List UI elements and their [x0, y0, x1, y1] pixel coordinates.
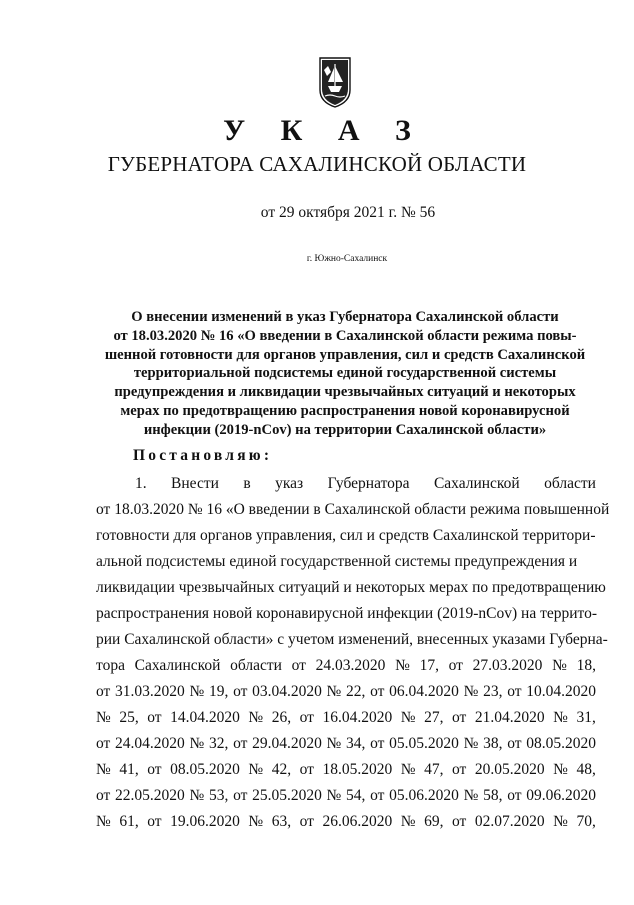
- body-word: 29.04.2020: [252, 735, 322, 752]
- body-line: [96, 575, 606, 601]
- body-word: 17,: [419, 657, 439, 674]
- body-word: от: [451, 761, 467, 778]
- body-line: [96, 731, 596, 757]
- body-word: №: [395, 657, 410, 674]
- body-word: Губернатора: [327, 475, 410, 492]
- body-word: 26.06.2020: [322, 813, 393, 830]
- body-word: 41,: [119, 761, 139, 778]
- body-word: 23,: [483, 683, 503, 700]
- body-word: 31.03.2020: [115, 683, 185, 700]
- body-word: 06.04.2020: [389, 683, 459, 700]
- body-word: №: [326, 735, 342, 752]
- body-word: от: [507, 787, 522, 804]
- date-line: от 29 октября 2021 г. № 56: [260, 204, 436, 221]
- body-line: [96, 653, 596, 679]
- body-word: 53,: [208, 787, 229, 804]
- body-word: 20.05.2020: [474, 761, 545, 778]
- sakhalin-coat-of-arms-icon: [319, 56, 351, 108]
- body-word: №: [400, 709, 416, 726]
- body-word: №: [552, 657, 567, 674]
- body-word: от 18.03.2020 № 16 «О введении в Сахалинской области режима повышенной: [96, 501, 610, 518]
- body-word: №: [248, 761, 264, 778]
- body-word: области: [230, 657, 282, 674]
- body-word: 10.04.2020: [526, 683, 596, 700]
- body-word: от: [96, 735, 111, 752]
- body-word: тора: [96, 657, 125, 674]
- body-word: 18.05.2020: [322, 761, 393, 778]
- body-word: 31,: [576, 709, 596, 726]
- body-word: ликвидации чрезвычайных ситуаций и некоторых мерах по предотвращению: [96, 579, 606, 596]
- body-line: [96, 783, 596, 809]
- body-word: №: [189, 735, 205, 752]
- body-word: 22,: [346, 683, 366, 700]
- body-word: 16.04.2020: [322, 709, 393, 726]
- document-subtitle: ГУБЕРНАТОРА САХАЛИНСКОЙ ОБЛАСТИ: [107, 152, 527, 176]
- body-word: 22.05.2020: [115, 787, 185, 804]
- body-word: от: [233, 787, 248, 804]
- heading-line: О внесении изменений в указ Губернатора Сахалинской области: [131, 309, 559, 325]
- body-word: 58,: [483, 787, 503, 804]
- body-word: Внести: [171, 475, 219, 492]
- body-word: 70,: [576, 813, 596, 830]
- body-word: от: [147, 813, 162, 830]
- body-word: 02.07.2020: [474, 813, 545, 830]
- body-word: от: [233, 735, 248, 752]
- body-word: от: [507, 683, 522, 700]
- body-line: [96, 809, 596, 835]
- heading-line: от 18.03.2020 № 16 «О введении в Сахалинской области режима повы-: [113, 327, 577, 344]
- body-word: Сахалинской: [134, 657, 221, 674]
- body-word: от: [451, 709, 467, 726]
- body-word: от: [451, 813, 467, 830]
- body-word: №: [96, 709, 111, 726]
- body-word: №: [326, 683, 342, 700]
- body-word: 08.05.2020: [526, 735, 596, 752]
- body-line: [96, 497, 610, 523]
- body-word: 38,: [483, 735, 503, 752]
- body-word: 08.05.2020: [170, 761, 240, 778]
- body-word: от: [96, 787, 111, 804]
- body-word: от: [507, 735, 522, 752]
- body-word: от: [370, 683, 385, 700]
- body-word: распространения новой коронавирусной инфекции (2019-nCov) на террито-: [96, 605, 598, 622]
- body-word: №: [400, 813, 416, 830]
- body-line: [96, 523, 596, 549]
- body-line: [96, 627, 608, 653]
- body-word: 54,: [346, 787, 366, 804]
- body-word: 09.06.2020: [526, 787, 596, 804]
- body-word: 21.04.2020: [474, 709, 545, 726]
- body-line: [96, 705, 596, 731]
- body-line: [96, 471, 596, 497]
- body-word: 24.04.2020: [115, 735, 185, 752]
- body-line: [96, 601, 596, 627]
- body-word: 61,: [119, 813, 139, 830]
- body-word: от: [147, 761, 162, 778]
- body-word: от: [448, 657, 463, 674]
- body-word: №: [463, 683, 479, 700]
- body-word: рии Сахалинской области» с учетом изменений, внесенных указами Губерна-: [96, 631, 608, 648]
- body-word: 14.04.2020: [170, 709, 240, 726]
- body-word: готовности для органов управления, сил и средств Сахалинской территори-: [96, 527, 596, 544]
- heading-line: мерах по предотвращению распространения новой коронавирусной: [120, 402, 570, 419]
- body-word: 05.05.2020: [389, 735, 459, 752]
- body-word: в: [243, 475, 251, 492]
- body-word: области: [544, 475, 596, 492]
- body-word: №: [189, 683, 205, 700]
- body-word: от: [291, 657, 306, 674]
- body-word: №: [553, 761, 568, 778]
- body-word: 32,: [208, 735, 229, 752]
- body-word: №: [189, 787, 205, 804]
- body-word: №: [463, 735, 479, 752]
- body-word: №: [96, 761, 111, 778]
- body-word: 1.: [135, 475, 147, 492]
- heading-line: предупреждения и ликвидации чрезвычайных ситуаций и некоторых: [114, 384, 576, 401]
- heading-line: инфекции (2019-nCov) на территории Сахалинской области»: [143, 421, 547, 438]
- body-word: 19,: [208, 683, 229, 700]
- decree-word: Постановляю:: [133, 447, 273, 464]
- body-word: 27,: [424, 709, 444, 726]
- body-word: 47,: [424, 761, 444, 778]
- body-word: №: [326, 787, 342, 804]
- body-word: от: [299, 813, 314, 830]
- body-word: от: [370, 787, 385, 804]
- body-word: 27.03.2020: [472, 657, 543, 674]
- body-word: указ: [275, 475, 304, 492]
- body-word: 69,: [424, 813, 444, 830]
- body-word: от: [299, 761, 314, 778]
- body-line: [96, 549, 596, 575]
- body-word: 34,: [346, 735, 366, 752]
- body-word: 25.05.2020: [252, 787, 322, 804]
- body-word: от: [299, 709, 314, 726]
- heading-line: шенной готовности для органов управления, сил и средств Сахалинской: [104, 346, 586, 363]
- decree-heading: [90, 308, 600, 440]
- body-word: 48,: [576, 761, 596, 778]
- document-body: [96, 471, 610, 835]
- body-line: [96, 679, 596, 705]
- body-word: 19.06.2020: [170, 813, 240, 830]
- city-line: г. Южно-Сахалинск: [306, 254, 388, 264]
- body-word: от: [96, 683, 111, 700]
- body-word: №: [248, 709, 264, 726]
- body-word: №: [248, 813, 264, 830]
- body-word: 26,: [271, 709, 292, 726]
- body-word: Сахалинской: [433, 475, 520, 492]
- body-word: 03.04.2020: [252, 683, 322, 700]
- body-word: №: [553, 709, 568, 726]
- body-word: 63,: [271, 813, 292, 830]
- body-word: №: [463, 787, 479, 804]
- body-word: альной подсистемы единой государственной системы предупреждения и: [96, 553, 578, 570]
- body-word: от: [370, 735, 385, 752]
- body-word: от: [147, 709, 162, 726]
- document-title: У К А З: [223, 114, 425, 147]
- body-word: №: [400, 761, 416, 778]
- body-word: №: [553, 813, 568, 830]
- body-word: 18,: [576, 657, 596, 674]
- body-word: 25,: [119, 709, 139, 726]
- body-word: №: [96, 813, 111, 830]
- heading-line: территориальной подсистемы единой государственной системы: [133, 365, 557, 382]
- body-line: [96, 757, 596, 783]
- body-word: 42,: [271, 761, 292, 778]
- body-word: 05.06.2020: [389, 787, 459, 804]
- body-word: 24.03.2020: [315, 657, 386, 674]
- body-word: от: [233, 683, 248, 700]
